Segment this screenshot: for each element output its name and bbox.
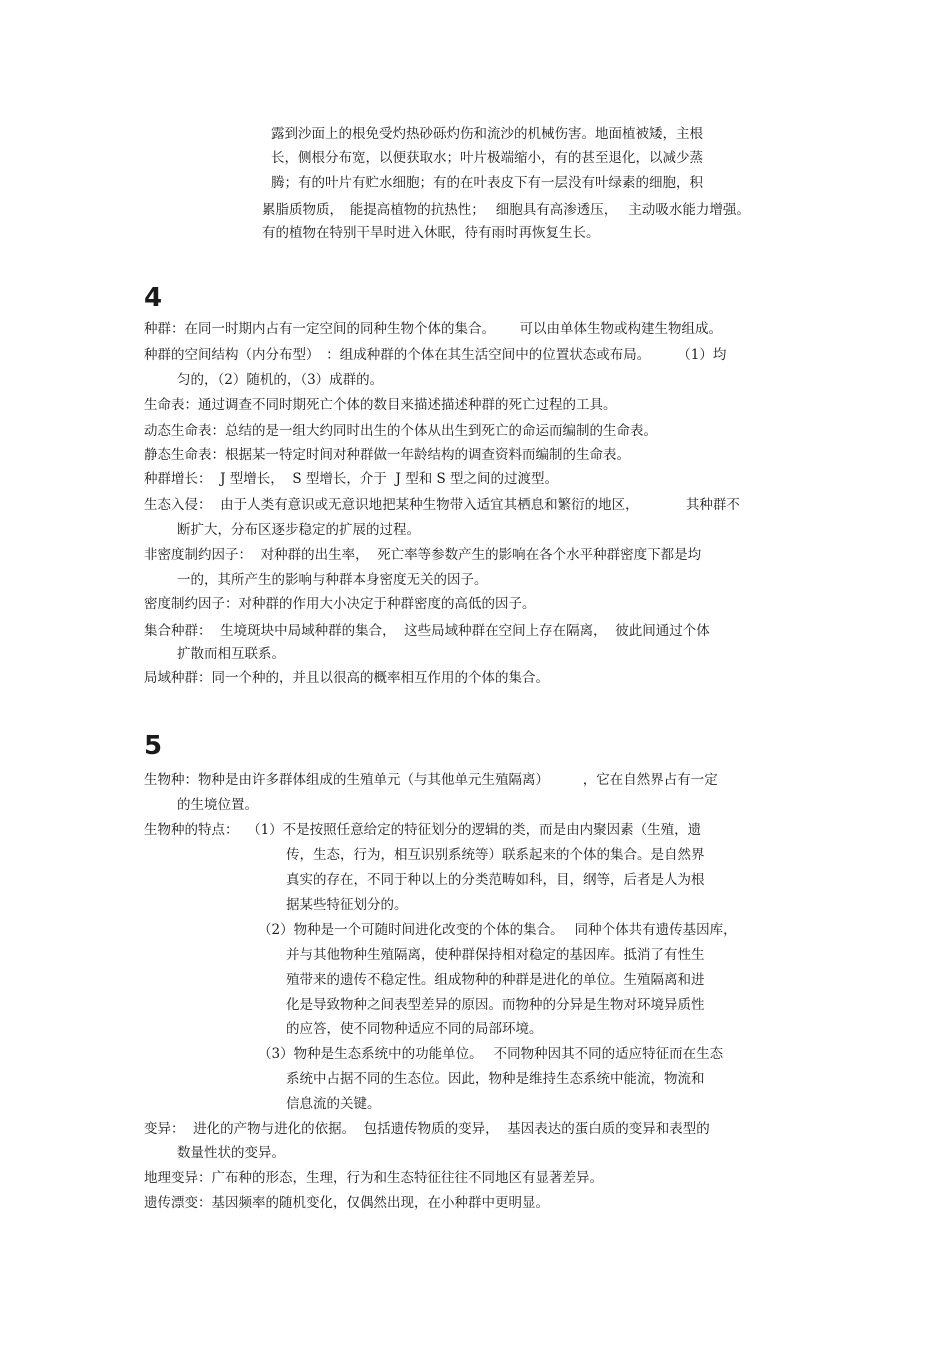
term-line: 种群：在同一时期内占有一定空间的同种生物个体的集合。 可以由单体生物或构建生物组成。 [144,321,723,337]
term-line: 生物种的特点： （1）不是按照任意给定的特征划分的逻辑的类，而是由内聚因素（生殖，遗 [144,822,702,838]
term-line: 变异： 进化的产物与进化的依据。 包括遗传物质的变异， 基因表达的蛋白质的变异和表型的 [144,1121,710,1137]
term-line: 集合种群： 生境斑块中局域种群的集合， 这些局域种群在空间上存在隔离， 彼此间通过个体 [144,623,710,639]
term-line: 生命表：通过调查不同时期死亡个体的数目来描述描述种群的死亡过程的工具。 [144,397,617,413]
intro-line: 累脂质物质， 能提高植物的抗热性； 细胞具有高渗透压， 主动吸水能力增强。 [262,202,750,218]
term-line: （3）物种是生态系统中的功能单位。 不同物种因其不同的适应特征而在生态 [258,1046,724,1062]
term-line: 的生境位置。 [177,797,258,813]
term-line: 扩散而相互联系。 [177,646,285,662]
term-line: 非密度制约因子： 对种群的出生率， 死亡率等参数产生的影响在各个水平种群密度下都是均 [144,547,702,563]
term-line: 局域种群：同一个种的，并且以很高的概率相互作用的个体的集合。 [144,670,549,686]
term-line: 信息流的关键。 [286,1096,381,1112]
term-line: 匀的，（2）随机的，（3）成群的。 [177,372,384,388]
term-line: 化是导致物种之间表型差异的原因。而物种的分异是生物对环境异质性 [286,997,705,1013]
term-line: 密度制约因子：对种群的作用大小决定于种群密度的高低的因子。 [144,596,536,612]
term-line: 地理变异：广布种的形态，生理，行为和生态特征往往不同地区有显著差异。 [144,1170,603,1186]
term-line: （2）物种是一个可随时间进化改变的个体的集合。 同种个体共有遗传基因库， [258,922,737,938]
term-line: 生物种：物种是由许多群体组成的生殖单元（与其他单元生殖隔离） ，它在自然界占有一定 [144,772,718,788]
term-line: 数量性状的变异。 [177,1145,285,1161]
term-line: 遗传漂变：基因频率的随机变化，仅偶然出现，在小种群中更明显。 [144,1195,549,1211]
term-line: 真实的存在，不同于种以上的分类范畴如科，目，纲等，后者是人为根 [286,872,705,888]
term-line: 动态生命表：总结的是一组大约同时出生的个体从出生到死亡的命运而编制的生命表。 [144,423,657,439]
section-heading: 5 [144,731,163,761]
intro-line: 长，侧根分布宽，以便获取水；叶片极端缩小，有的甚至退化，以减少蒸 [271,150,703,166]
term-line: 殖带来的遗传不稳定性。组成物种的种群是进化的单位。生殖隔离和进 [286,972,705,988]
intro-line: 露到沙面上的根免受灼热砂砾灼伤和流沙的机械伤害。地面植被矮，主根 [271,126,703,142]
term-line: 断扩大，分布区逐步稳定的扩展的过程。 [177,522,420,538]
intro-line: 有的植物在特别干旱时进入休眠，待有雨时再恢复生长。 [262,225,600,241]
term-line: 静态生命表：根据某一特定时间对种群做一年龄结构的调查资料而编制的生命表。 [144,447,630,463]
term-line: 的应答，使不同物种适应不同的局部环境。 [286,1021,543,1037]
term-line: 生态入侵： 由于人类有意识或无意识地把某种生物带入适宜其栖息和繁衍的地区， 其种群不 [144,497,740,513]
term-line: 一的，其所产生的影响与种群本身密度无关的因子。 [177,572,488,588]
term-line: 种群增长： J 型增长， S 型增长，介于 J 型和 S 型之间的过渡型。 [144,471,559,487]
term-line: 系统中占据不同的生态位。因此，物种是维持生态系统中能流，物流和 [286,1071,705,1087]
term-line: 据某些特征划分的。 [286,897,408,913]
term-line: 种群的空间结构（内分布型） ：组成种群的个体在其生活空间中的位置状态或布局。 （1）均 [144,347,727,363]
term-line: 传，生态，行为，相互识别系统等）联系起来的个体的集合。是自然界 [286,847,705,863]
term-line: 并与其他物种生殖隔离，使种群保持相对稳定的基因库。抵消了有性生 [286,947,705,963]
intro-line: 腾；有的叶片有贮水细胞；有的在叶表皮下有一层没有叶绿素的细胞，积 [271,175,703,191]
section-heading: 4 [144,283,163,313]
